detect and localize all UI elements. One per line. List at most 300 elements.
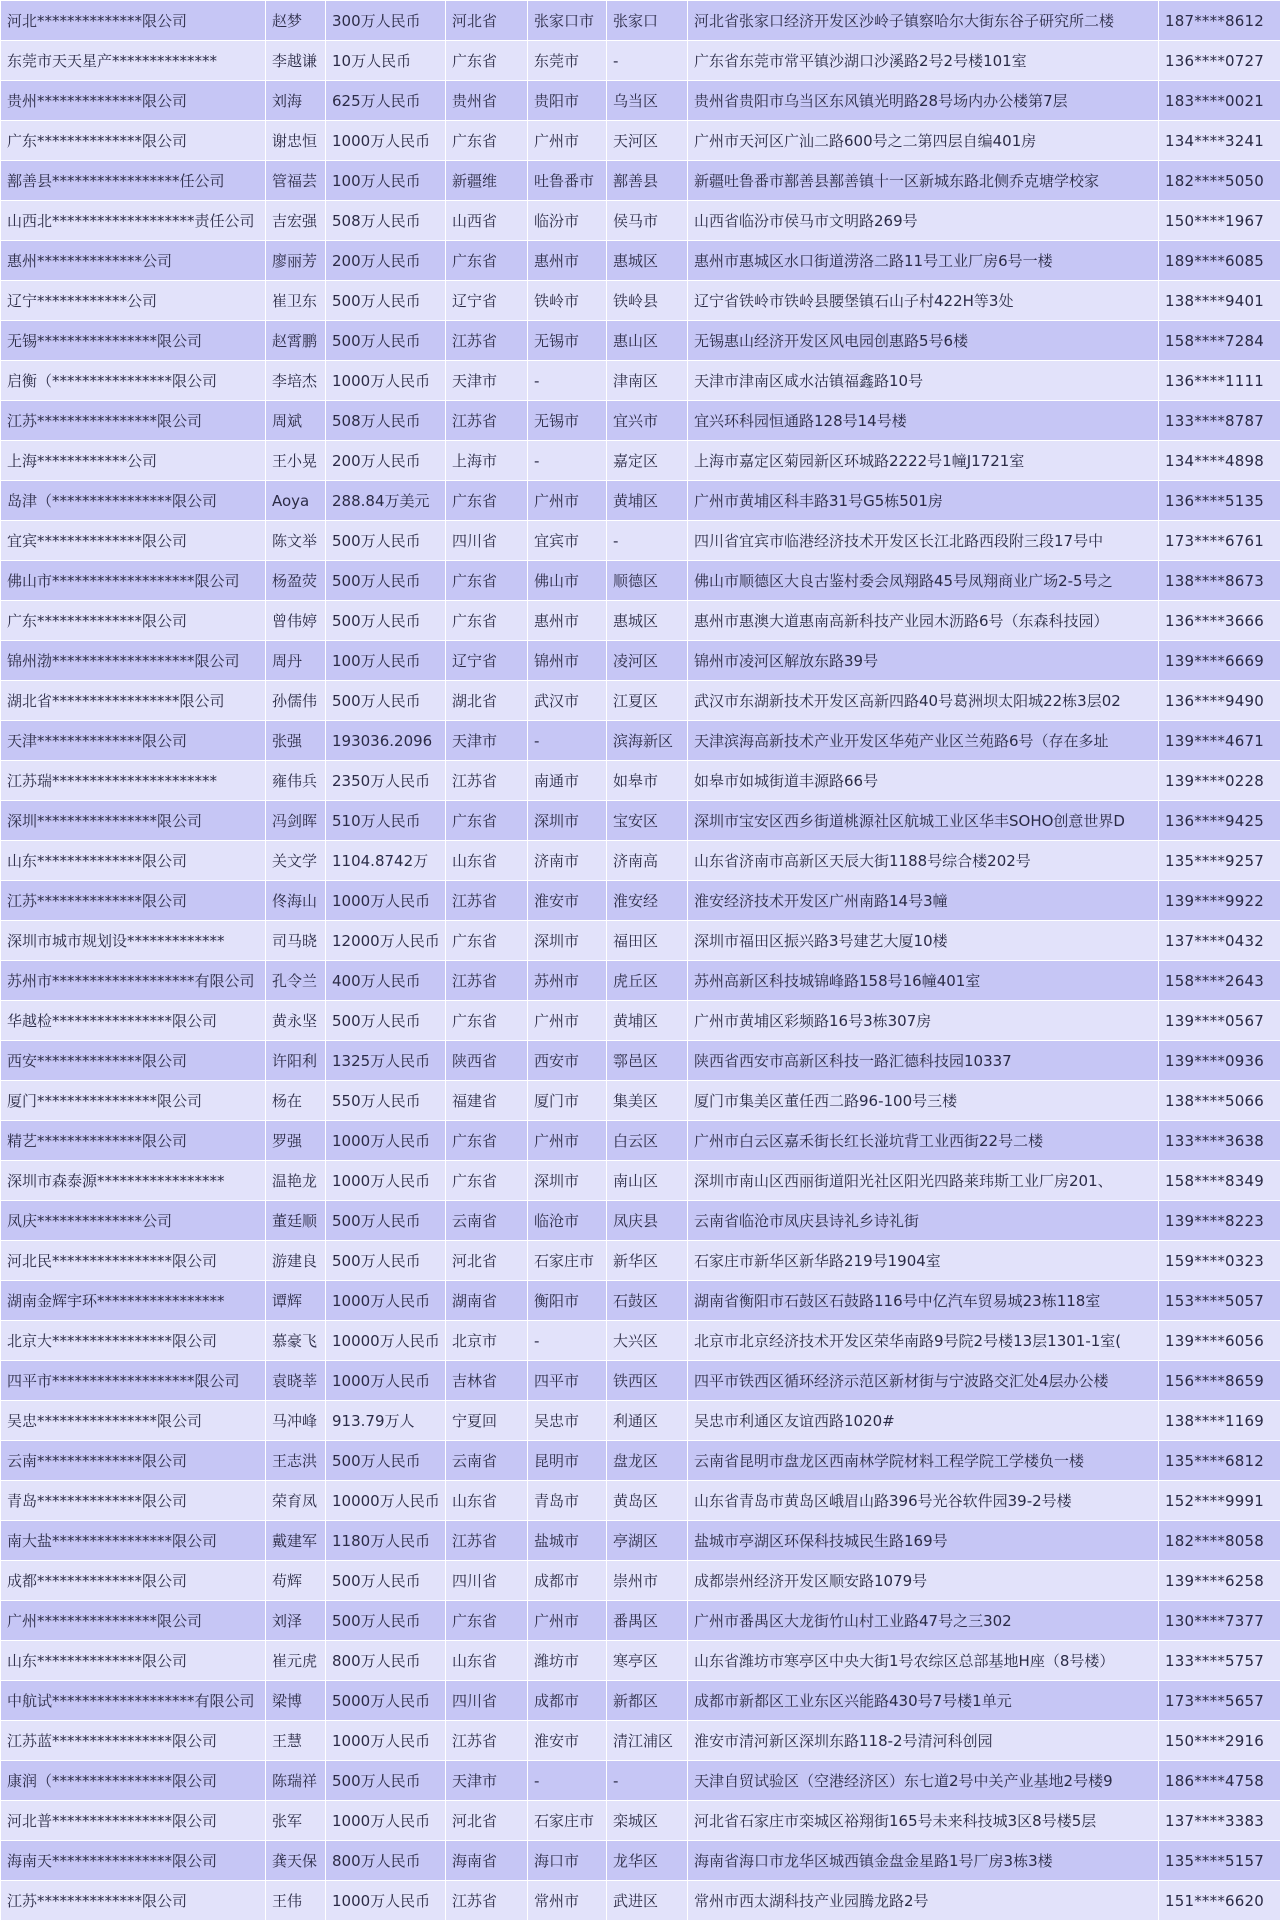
registered-capital-cell: 288.84万美元 [326, 481, 446, 521]
legal-rep-cell: 孙儒伟 [266, 681, 326, 721]
address-cell: 四平市铁西区循环经济示范区新材街与宁波路交汇处4层办公楼 [688, 1361, 1159, 1401]
phone-cell: 158****2643 [1159, 961, 1280, 1001]
phone-cell: 139****9922 [1159, 881, 1280, 921]
phone-cell: 153****5057 [1159, 1281, 1280, 1321]
province-cell: 天津市 [446, 721, 528, 761]
address-cell: 山西省临汾市侯马市文明路269号 [688, 201, 1159, 241]
legal-rep-cell: 杨在 [266, 1081, 326, 1121]
district-cell: 新都区 [607, 1681, 688, 1721]
registered-capital-cell: 800万人民币 [326, 1841, 446, 1881]
company-name-cell: 康润（****************限公司 [1, 1761, 266, 1801]
city-cell: 常州市 [528, 1881, 607, 1921]
city-cell: 南通市 [528, 761, 607, 801]
province-cell: 山西省 [446, 201, 528, 241]
address-cell: 锦州市凌河区解放东路39号 [688, 641, 1159, 681]
legal-rep-cell: 马冲峰 [266, 1401, 326, 1441]
phone-cell: 139****0567 [1159, 1001, 1280, 1041]
table-row [1, 361, 1280, 401]
registered-capital-cell: 1000万人民币 [326, 1121, 446, 1161]
phone-cell: 136****0727 [1159, 41, 1280, 81]
city-cell: 铁岭市 [528, 281, 607, 321]
city-cell: 四平市 [528, 1361, 607, 1401]
table-row [1, 961, 1280, 1001]
table-row [1, 721, 1280, 761]
registered-capital-cell: 193036.2096 [326, 721, 446, 761]
district-cell: 淮安经 [607, 881, 688, 921]
province-cell: 贵州省 [446, 81, 528, 121]
company-name-cell: 四平市*******************限公司 [1, 1361, 266, 1401]
company-name-cell: 深圳市森泰源***************** [1, 1161, 266, 1201]
legal-rep-cell: 管福芸 [266, 161, 326, 201]
city-cell: 惠州市 [528, 241, 607, 281]
registered-capital-cell: 1000万人民币 [326, 121, 446, 161]
registered-capital-cell: 10000万人民币 [326, 1321, 446, 1361]
registered-capital-cell: 500万人民币 [326, 1201, 446, 1241]
company-name-cell: 吴忠****************限公司 [1, 1401, 266, 1441]
company-name-cell: 江苏瑞********************** [1, 761, 266, 801]
legal-rep-cell: 周斌 [266, 401, 326, 441]
registered-capital-cell: 500万人民币 [326, 1561, 446, 1601]
city-cell: 厦门市 [528, 1081, 607, 1121]
province-cell: 北京市 [446, 1321, 528, 1361]
address-cell: 陕西省西安市高新区科技一路汇德科技园10337 [688, 1041, 1159, 1081]
legal-rep-cell: 温艳龙 [266, 1161, 326, 1201]
registered-capital-cell: 1325万人民币 [326, 1041, 446, 1081]
district-cell: 惠城区 [607, 601, 688, 641]
district-cell: 宜兴市 [607, 401, 688, 441]
city-cell: - [528, 441, 607, 481]
province-cell: 河北省 [446, 1801, 528, 1841]
province-cell: 江苏省 [446, 401, 528, 441]
table-row [1, 1081, 1280, 1121]
table-row [1, 1001, 1280, 1041]
address-cell: 惠州市惠澳大道惠南高新科技产业园木沥路6号（东森科技园） [688, 601, 1159, 641]
table-row [1, 241, 1280, 281]
registered-capital-cell: 10000万人民币 [326, 1481, 446, 1521]
province-cell: 广东省 [446, 481, 528, 521]
legal-rep-cell: 司马晓 [266, 921, 326, 961]
company-name-cell: 河北**************限公司 [1, 1, 266, 41]
phone-cell: 133****3638 [1159, 1121, 1280, 1161]
province-cell: 广东省 [446, 1601, 528, 1641]
registered-capital-cell: 1104.8742万 [326, 841, 446, 881]
company-name-cell: 惠州**************公司 [1, 241, 266, 281]
company-name-cell: 苏州市*******************有限公司 [1, 961, 266, 1001]
province-cell: 辽宁省 [446, 281, 528, 321]
phone-cell: 133****8787 [1159, 401, 1280, 441]
address-cell: 天津市津南区咸水沽镇福鑫路10号 [688, 361, 1159, 401]
city-cell: 吐鲁番市 [528, 161, 607, 201]
legal-rep-cell: 谢忠恒 [266, 121, 326, 161]
province-cell: 湖南省 [446, 1281, 528, 1321]
table-row [1, 561, 1280, 601]
company-name-cell: 锦州渤*******************限公司 [1, 641, 266, 681]
table-row [1, 1201, 1280, 1241]
table-row [1, 801, 1280, 841]
registered-capital-cell: 550万人民币 [326, 1081, 446, 1121]
phone-cell: 139****0936 [1159, 1041, 1280, 1081]
legal-rep-cell: 袁晓莘 [266, 1361, 326, 1401]
company-name-cell: 深圳****************限公司 [1, 801, 266, 841]
phone-cell: 133****5757 [1159, 1641, 1280, 1681]
company-name-cell: 湖北省*****************限公司 [1, 681, 266, 721]
company-name-cell: 精艺**************限公司 [1, 1121, 266, 1161]
legal-rep-cell: 刘泽 [266, 1601, 326, 1641]
province-cell: 广东省 [446, 921, 528, 961]
province-cell: 山东省 [446, 1481, 528, 1521]
legal-rep-cell: 董廷顺 [266, 1201, 326, 1241]
district-cell: - [607, 41, 688, 81]
district-cell: 侯马市 [607, 201, 688, 241]
company-name-cell: 江苏**************限公司 [1, 1881, 266, 1921]
province-cell: 江苏省 [446, 1721, 528, 1761]
province-cell: 河北省 [446, 1241, 528, 1281]
address-cell: 常州市西太湖科技产业园腾龙路2号 [688, 1881, 1159, 1921]
table-row [1, 1241, 1280, 1281]
phone-cell: 156****8659 [1159, 1361, 1280, 1401]
address-cell: 武汉市东湖新技术开发区高新四路40号葛洲坝太阳城22栋3层02 [688, 681, 1159, 721]
district-cell: 顺德区 [607, 561, 688, 601]
registered-capital-cell: 12000万人民币 [326, 921, 446, 961]
legal-rep-cell: 陈瑞祥 [266, 1761, 326, 1801]
registered-capital-cell: 800万人民币 [326, 1641, 446, 1681]
phone-cell: 139****6669 [1159, 641, 1280, 681]
address-cell: 广州市白云区嘉禾街长红长湴坑背工业西街22号二楼 [688, 1121, 1159, 1161]
address-cell: 山东省潍坊市寒亭区中央大街1号农综区总部基地H座（8号楼） [688, 1641, 1159, 1681]
address-cell: 苏州高新区科技城锦峰路158号16幢401室 [688, 961, 1159, 1001]
company-name-cell: 辽宁************公司 [1, 281, 266, 321]
district-cell: 福田区 [607, 921, 688, 961]
phone-cell: 134****3241 [1159, 121, 1280, 161]
city-cell: 青岛市 [528, 1481, 607, 1521]
legal-rep-cell: 关文学 [266, 841, 326, 881]
company-name-cell: 东莞市天天星产************** [1, 41, 266, 81]
district-cell: 乌当区 [607, 81, 688, 121]
phone-cell: 150****2916 [1159, 1721, 1280, 1761]
city-cell: 西安市 [528, 1041, 607, 1081]
table-row [1, 1641, 1280, 1681]
province-cell: 陕西省 [446, 1041, 528, 1081]
district-cell: 虎丘区 [607, 961, 688, 1001]
province-cell: 广东省 [446, 561, 528, 601]
province-cell: 江苏省 [446, 1521, 528, 1561]
phone-cell: 187****8612 [1159, 1, 1280, 41]
address-cell: 新疆吐鲁番市鄯善县鄯善镇十一区新城东路北侧乔克塘学校家 [688, 161, 1159, 201]
district-cell: 济南高 [607, 841, 688, 881]
province-cell: 四川省 [446, 1561, 528, 1601]
company-name-cell: 南大盐****************限公司 [1, 1521, 266, 1561]
phone-cell: 150****1967 [1159, 201, 1280, 241]
company-name-cell: 天津**************限公司 [1, 721, 266, 761]
province-cell: 广东省 [446, 1001, 528, 1041]
city-cell: 昆明市 [528, 1441, 607, 1481]
city-cell: - [528, 721, 607, 761]
district-cell: 惠山区 [607, 321, 688, 361]
address-cell: 成都崇州经济开发区顺安路1079号 [688, 1561, 1159, 1601]
registered-capital-cell: 500万人民币 [326, 321, 446, 361]
table-row [1, 1321, 1280, 1361]
city-cell: 海口市 [528, 1841, 607, 1881]
district-cell: 亭湖区 [607, 1521, 688, 1561]
phone-cell: 135****6812 [1159, 1441, 1280, 1481]
province-cell: 广东省 [446, 241, 528, 281]
table-row [1, 1161, 1280, 1201]
phone-cell: 139****6258 [1159, 1561, 1280, 1601]
city-cell: 贵阳市 [528, 81, 607, 121]
phone-cell: 189****6085 [1159, 241, 1280, 281]
legal-rep-cell: 周丹 [266, 641, 326, 681]
address-cell: 无锡惠山经济开发区风电园创惠路5号6楼 [688, 321, 1159, 361]
district-cell: 利通区 [607, 1401, 688, 1441]
city-cell: 无锡市 [528, 321, 607, 361]
table-row [1, 1761, 1280, 1801]
registered-capital-cell: 1000万人民币 [326, 1361, 446, 1401]
table-row [1, 1121, 1280, 1161]
company-name-cell: 宜宾**************限公司 [1, 521, 266, 561]
province-cell: 四川省 [446, 521, 528, 561]
legal-rep-cell: 雍伟兵 [266, 761, 326, 801]
table-row [1, 641, 1280, 681]
city-cell: 深圳市 [528, 1161, 607, 1201]
legal-rep-cell: 梁博 [266, 1681, 326, 1721]
registered-capital-cell: 1000万人民币 [326, 361, 446, 401]
address-cell: 山东省青岛市黄岛区峨眉山路396号光谷软件园39-2号楼 [688, 1481, 1159, 1521]
city-cell: 东莞市 [528, 41, 607, 81]
company-name-cell: 山西北*******************责任公司 [1, 201, 266, 241]
district-cell: 武进区 [607, 1881, 688, 1921]
city-cell: 广州市 [528, 1001, 607, 1041]
city-cell: 张家口市 [528, 1, 607, 41]
company-name-cell: 山东**************限公司 [1, 1641, 266, 1681]
registered-capital-cell: 1000万人民币 [326, 881, 446, 921]
address-cell: 上海市嘉定区菊园新区环城路2222号1幢J1721室 [688, 441, 1159, 481]
province-cell: 辽宁省 [446, 641, 528, 681]
registered-capital-cell: 1000万人民币 [326, 1161, 446, 1201]
table-row [1, 1521, 1280, 1561]
province-cell: 上海市 [446, 441, 528, 481]
legal-rep-cell: 杨盈荧 [266, 561, 326, 601]
district-cell: 津南区 [607, 361, 688, 401]
table-row [1, 601, 1280, 641]
province-cell: 云南省 [446, 1441, 528, 1481]
registered-capital-cell: 400万人民币 [326, 961, 446, 1001]
phone-cell: 138****5066 [1159, 1081, 1280, 1121]
registered-capital-cell: 500万人民币 [326, 1441, 446, 1481]
province-cell: 江苏省 [446, 761, 528, 801]
district-cell: 铁岭县 [607, 281, 688, 321]
company-name-cell: 西安**************限公司 [1, 1041, 266, 1081]
city-cell: 潍坊市 [528, 1641, 607, 1681]
company-name-cell: 深圳市城市规划设************* [1, 921, 266, 961]
province-cell: 广东省 [446, 1121, 528, 1161]
city-cell: 成都市 [528, 1561, 607, 1601]
district-cell: 嘉定区 [607, 441, 688, 481]
city-cell: 衡阳市 [528, 1281, 607, 1321]
district-cell: 惠城区 [607, 241, 688, 281]
address-cell: 广东省东莞市常平镇沙湖口沙溪路2号2号楼101室 [688, 41, 1159, 81]
province-cell: 云南省 [446, 1201, 528, 1241]
address-cell: 四川省宜宾市临港经济技术开发区长江北路西段附三段17号中 [688, 521, 1159, 561]
address-cell: 淮安市清河新区深圳东路118-2号清河科创园 [688, 1721, 1159, 1761]
company-table-body [1, 1, 1280, 1921]
district-cell: 铁西区 [607, 1361, 688, 1401]
phone-cell: 158****8349 [1159, 1161, 1280, 1201]
legal-rep-cell: 谭辉 [266, 1281, 326, 1321]
legal-rep-cell: Aoya [266, 481, 326, 521]
province-cell: 山东省 [446, 1641, 528, 1681]
address-cell: 深圳市福田区振兴路3号建艺大厦10楼 [688, 921, 1159, 961]
company-name-cell: 上海************公司 [1, 441, 266, 481]
city-cell: 广州市 [528, 481, 607, 521]
district-cell: 凤庆县 [607, 1201, 688, 1241]
legal-rep-cell: 张军 [266, 1801, 326, 1841]
company-name-cell: 河北普****************限公司 [1, 1801, 266, 1841]
phone-cell: 152****9991 [1159, 1481, 1280, 1521]
address-cell: 成都市新都区工业东区兴能路430号7号楼1单元 [688, 1681, 1159, 1721]
registered-capital-cell: 500万人民币 [326, 1601, 446, 1641]
registered-capital-cell: 5000万人民币 [326, 1681, 446, 1721]
registered-capital-cell: 1000万人民币 [326, 1881, 446, 1921]
legal-rep-cell: 荣育凤 [266, 1481, 326, 1521]
company-name-cell: 启衡（****************限公司 [1, 361, 266, 401]
table-row [1, 1441, 1280, 1481]
province-cell: 河北省 [446, 1, 528, 41]
legal-rep-cell: 游建良 [266, 1241, 326, 1281]
legal-rep-cell: 李培杰 [266, 361, 326, 401]
legal-rep-cell: 苟辉 [266, 1561, 326, 1601]
phone-cell: 159****0323 [1159, 1241, 1280, 1281]
province-cell: 广东省 [446, 1161, 528, 1201]
district-cell: 新华区 [607, 1241, 688, 1281]
province-cell: 天津市 [446, 1761, 528, 1801]
address-cell: 石家庄市新华区新华路219号1904室 [688, 1241, 1159, 1281]
district-cell: 黄岛区 [607, 1481, 688, 1521]
company-name-cell: 佛山市*******************限公司 [1, 561, 266, 601]
district-cell: 清江浦区 [607, 1721, 688, 1761]
district-cell: 凌河区 [607, 641, 688, 681]
table-row [1, 1601, 1280, 1641]
table-row [1, 921, 1280, 961]
registered-capital-cell: 500万人民币 [326, 521, 446, 561]
district-cell: 张家口 [607, 1, 688, 41]
company-name-cell: 成都**************限公司 [1, 1561, 266, 1601]
registered-capital-cell: 500万人民币 [326, 681, 446, 721]
phone-cell: 173****6761 [1159, 521, 1280, 561]
address-cell: 河北省石家庄市栾城区裕翔街165号未来科技城3区8号楼5层 [688, 1801, 1159, 1841]
city-cell: 临汾市 [528, 201, 607, 241]
city-cell: 淮安市 [528, 881, 607, 921]
table-row [1, 1, 1280, 41]
company-name-cell: 广东**************限公司 [1, 601, 266, 641]
district-cell: 崇州市 [607, 1561, 688, 1601]
legal-rep-cell: 龚天保 [266, 1841, 326, 1881]
table-row [1, 441, 1280, 481]
table-row [1, 401, 1280, 441]
phone-cell: 136****3666 [1159, 601, 1280, 641]
phone-cell: 138****8673 [1159, 561, 1280, 601]
table-row [1, 841, 1280, 881]
phone-cell: 173****5657 [1159, 1681, 1280, 1721]
district-cell: 江夏区 [607, 681, 688, 721]
province-cell: 江苏省 [446, 881, 528, 921]
company-name-cell: 广东**************限公司 [1, 121, 266, 161]
registered-capital-cell: 100万人民币 [326, 641, 446, 681]
city-cell: 苏州市 [528, 961, 607, 1001]
legal-rep-cell: 刘海 [266, 81, 326, 121]
legal-rep-cell: 吉宏强 [266, 201, 326, 241]
company-name-cell: 贵州**************限公司 [1, 81, 266, 121]
table-row [1, 1801, 1280, 1841]
phone-cell: 136****9490 [1159, 681, 1280, 721]
district-cell: 寒亭区 [607, 1641, 688, 1681]
phone-cell: 151****6620 [1159, 1881, 1280, 1921]
province-cell: 江苏省 [446, 1881, 528, 1921]
phone-cell: 158****7284 [1159, 321, 1280, 361]
phone-cell: 136****1111 [1159, 361, 1280, 401]
company-name-cell: 岛津（****************限公司 [1, 481, 266, 521]
district-cell: 宝安区 [607, 801, 688, 841]
table-row [1, 881, 1280, 921]
legal-rep-cell: 冯剑晖 [266, 801, 326, 841]
city-cell: - [528, 1761, 607, 1801]
district-cell: - [607, 1761, 688, 1801]
address-cell: 云南省昆明市盘龙区西南林学院材料工程学院工学楼负一楼 [688, 1441, 1159, 1481]
registered-capital-cell: 500万人民币 [326, 1241, 446, 1281]
address-cell: 如皋市如城街道丰源路66号 [688, 761, 1159, 801]
address-cell: 佛山市顺德区大良古鉴村委会凤翔路45号凤翔商业广场2-5号之 [688, 561, 1159, 601]
table-row [1, 1561, 1280, 1601]
legal-rep-cell: 陈文举 [266, 521, 326, 561]
table-row [1, 521, 1280, 561]
legal-rep-cell: 佟海山 [266, 881, 326, 921]
company-name-cell: 云南**************限公司 [1, 1441, 266, 1481]
phone-cell: 183****0021 [1159, 81, 1280, 121]
district-cell: 南山区 [607, 1161, 688, 1201]
registered-capital-cell: 200万人民币 [326, 441, 446, 481]
address-cell: 云南省临沧市凤庆县诗礼乡诗礼街 [688, 1201, 1159, 1241]
company-name-cell: 青岛**************限公司 [1, 1481, 266, 1521]
company-name-cell: 江苏蓝****************限公司 [1, 1721, 266, 1761]
city-cell: 济南市 [528, 841, 607, 881]
city-cell: 惠州市 [528, 601, 607, 641]
company-name-cell: 无锡****************限公司 [1, 321, 266, 361]
table-row [1, 481, 1280, 521]
legal-rep-cell: 王伟 [266, 1881, 326, 1921]
address-cell: 海南省海口市龙华区城西镇金盘金星路1号厂房3栋3楼 [688, 1841, 1159, 1881]
district-cell: 黄埔区 [607, 1001, 688, 1041]
table-row [1, 81, 1280, 121]
legal-rep-cell: 崔卫东 [266, 281, 326, 321]
company-name-cell: 江苏**************限公司 [1, 881, 266, 921]
city-cell: 深圳市 [528, 921, 607, 961]
company-name-cell: 华越检****************限公司 [1, 1001, 266, 1041]
district-cell: 黄埔区 [607, 481, 688, 521]
city-cell: 吴忠市 [528, 1401, 607, 1441]
registered-capital-cell: 10万人民币 [326, 41, 446, 81]
phone-cell: 137****0432 [1159, 921, 1280, 961]
province-cell: 江苏省 [446, 961, 528, 1001]
address-cell: 深圳市南山区西丽街道阳光社区阳光四路莱玮斯工业厂房201、 [688, 1161, 1159, 1201]
legal-rep-cell: 黄永坚 [266, 1001, 326, 1041]
address-cell: 盐城市亭湖区环保科技城民生路169号 [688, 1521, 1159, 1561]
address-cell: 宜兴环科园恒通路128号14号楼 [688, 401, 1159, 441]
district-cell: - [607, 521, 688, 561]
table-row [1, 1361, 1280, 1401]
registered-capital-cell: 200万人民币 [326, 241, 446, 281]
address-cell: 天津滨海高新技术产业开发区华苑产业区兰苑路6号（存在多址 [688, 721, 1159, 761]
address-cell: 广州市番禺区大龙街竹山村工业路47号之三302 [688, 1601, 1159, 1641]
company-name-cell: 厦门****************限公司 [1, 1081, 266, 1121]
